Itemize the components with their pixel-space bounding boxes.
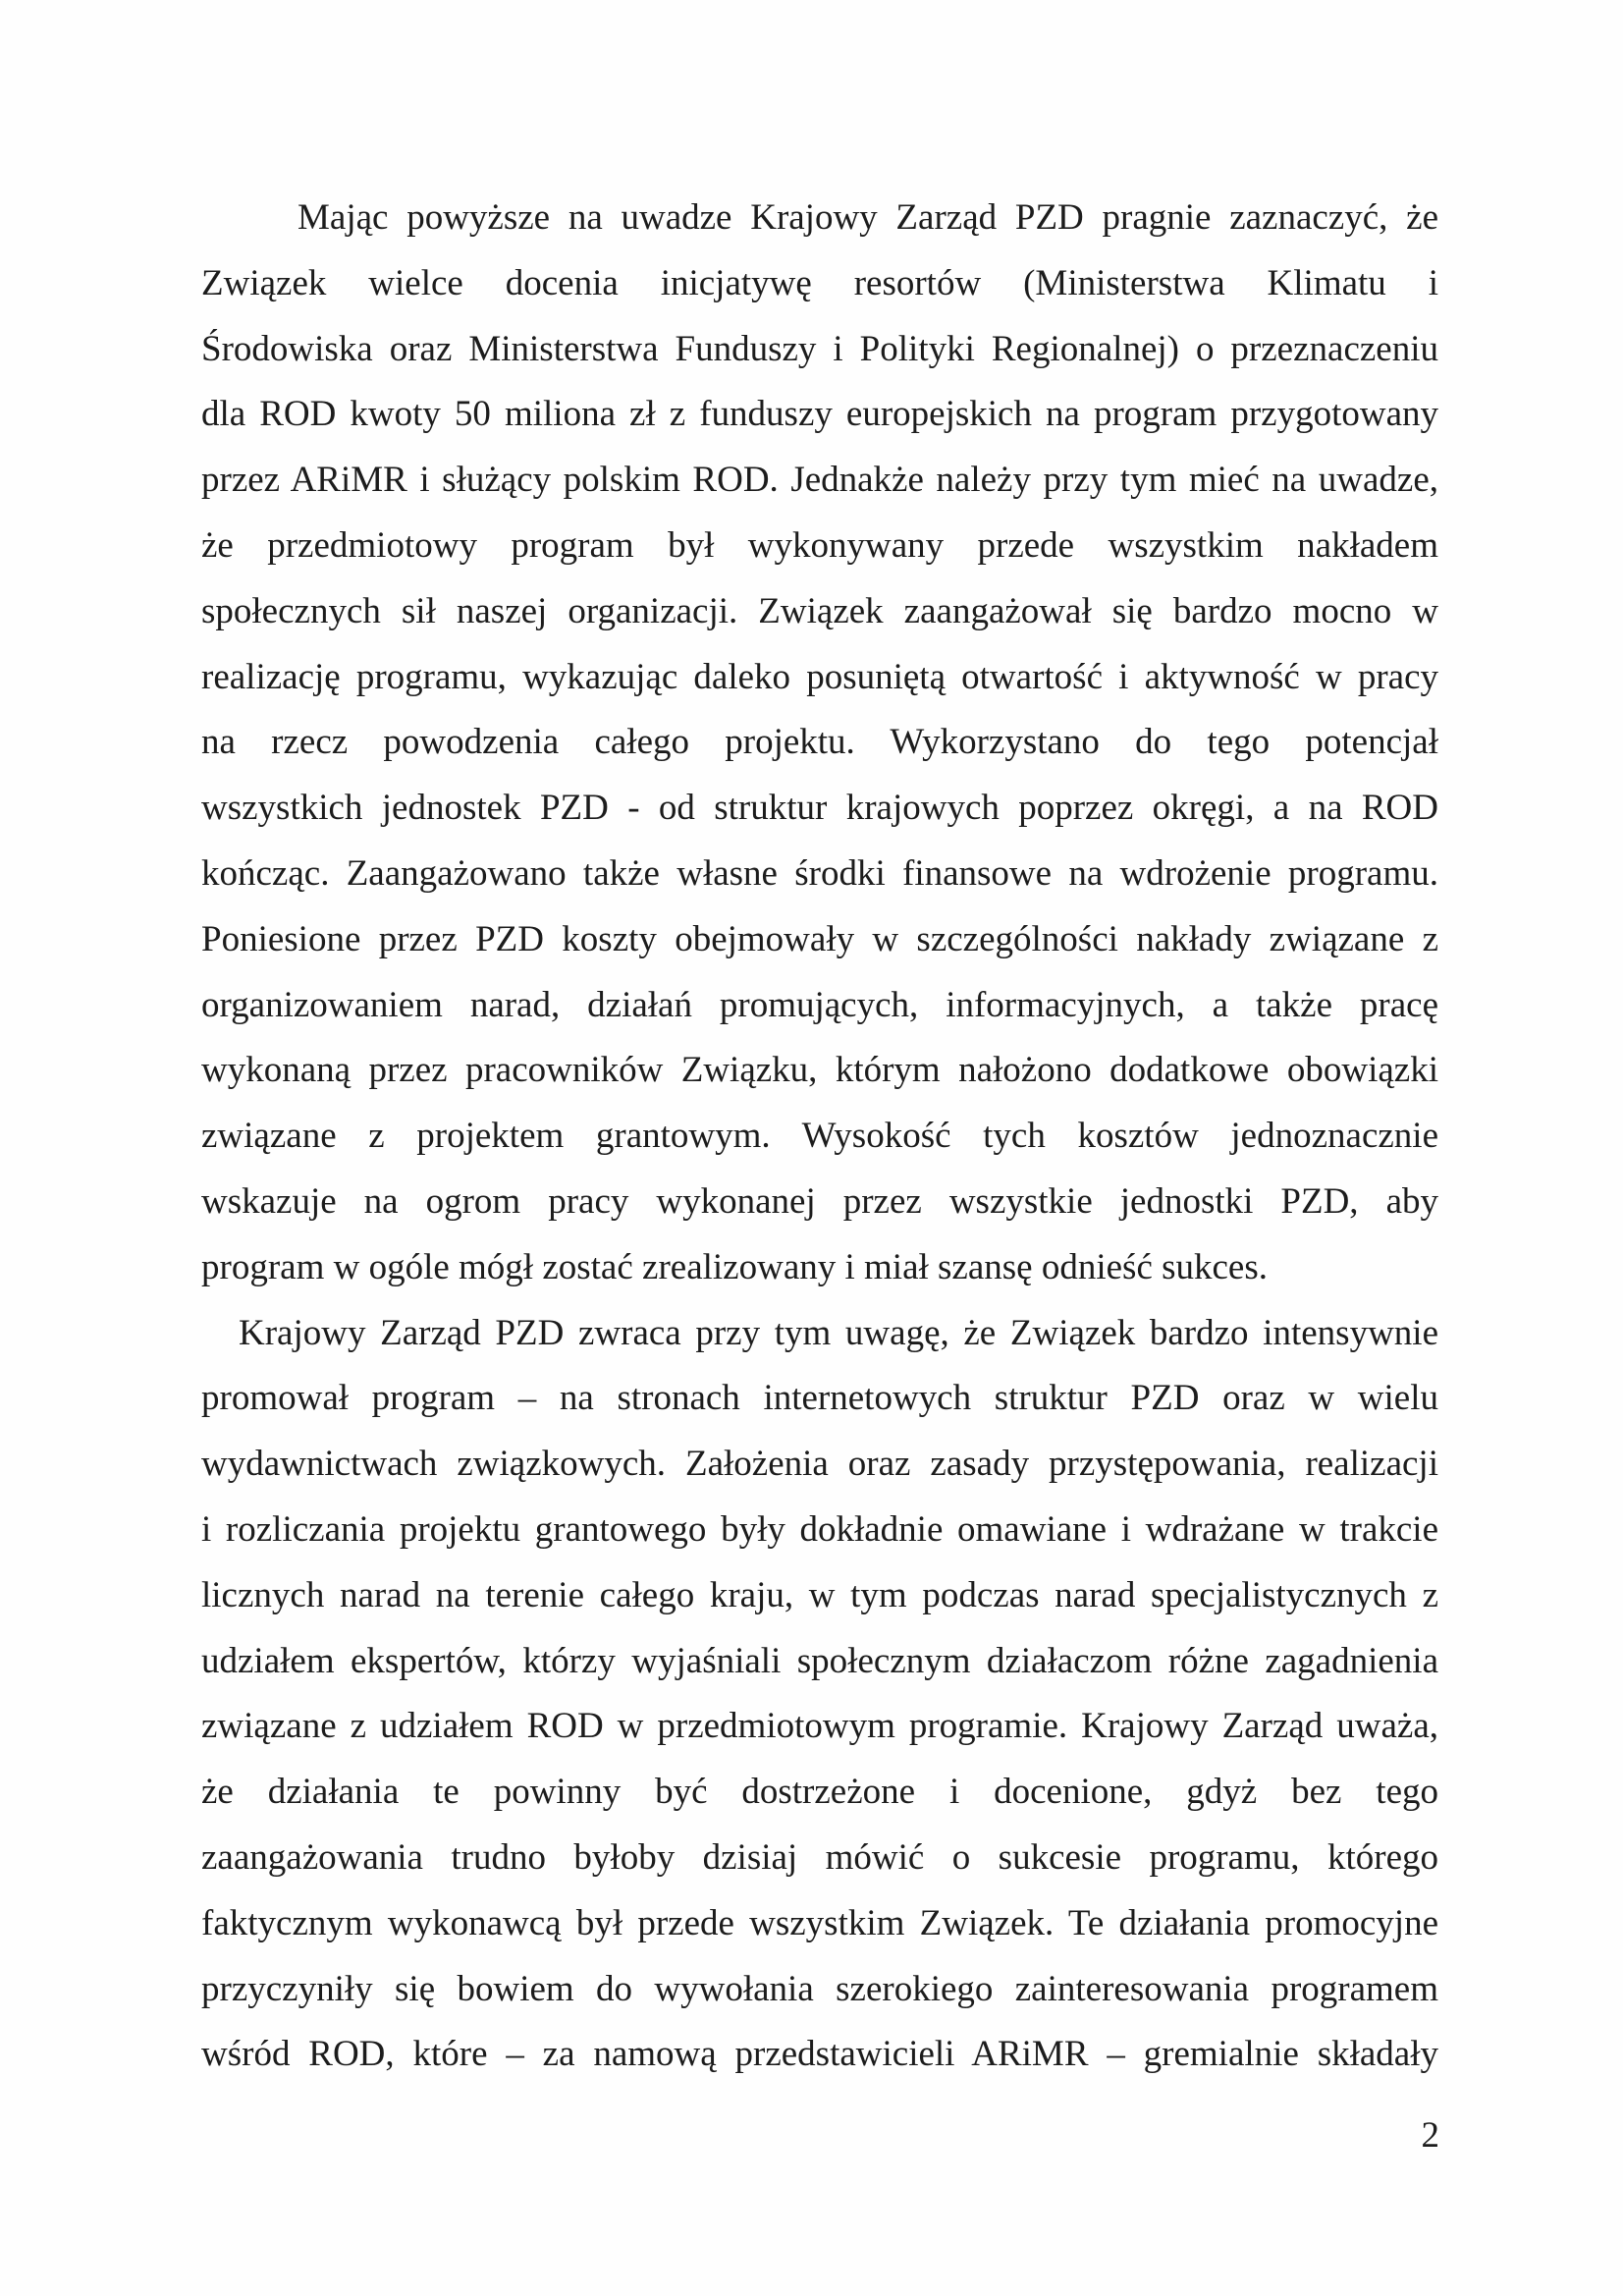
text-line: przez ARiMR i służący polskim ROD. Jednakże należy przy tym mieć na uwadze, [201,460,1438,501]
text-line: program w ogóle mógł zostać zrealizowany i miał szansę odnieść sukces. [201,1246,1269,1287]
text-line: związane z udziałem ROD w przedmiotowym programie. Krajowy Zarząd uważa, [201,1706,1438,1747]
text-line: i rozliczania projektu grantowego były dokładnie omawiane i wdrażane w trakcie [201,1508,1438,1550]
text-line: że działania te powinny być dostrzeżone i docenione, gdyż bez tego [201,1772,1438,1813]
text-line: przyczyniły się bowiem do wywołania szerokiego zainteresowania programem [201,1968,1438,2009]
text-line: Związek wielce docenia inicjatywę resortów (Ministerstwa Klimatu i [201,262,1438,303]
text-line: na rzecz powodzenia całego projektu. Wykorzystano do tego potencjał [201,722,1438,763]
text-line: Poniesione przez PZD koszty obejmowały w szczególności nakłady związane z [201,918,1438,959]
text-line: wydawnictwach związkowych. Założenia oraz zasady przystępowania, realizacji [201,1444,1438,1485]
text-line: społecznych sił naszej organizacji. Związek zaangażował się bardzo mocno w [201,590,1438,631]
text-line: promował program – na stronach internetowych struktur PZD oraz w wielu [201,1378,1438,1419]
text-line: Mając powyższe na uwadze Krajowy Zarząd PZD pragnie zaznaczyć, że [298,197,1438,238]
page-number: 2 [1421,2115,1439,2156]
text-line: kończąc. Zaangażowano także własne środki finansowe na wdrożenie programu. [201,852,1438,894]
text-line: Krajowy Zarząd PZD zwraca przy tym uwagę, że Związek bardzo intensywnie [239,1312,1438,1353]
text-line: dla ROD kwoty 50 miliona zł z funduszy europejskich na program przygotowany [201,394,1438,435]
text-line: licznych narad na terenie całego kraju, w tym podczas narad specjalistycznych z [201,1574,1438,1615]
paragraph-2 [201,1301,1438,2089]
text-line: wykonaną przez pracowników Związku, którym nałożono dodatkowe obowiązki [201,1050,1438,1091]
text-line: udziałem ekspertów, którzy wyjaśniali społecznym działaczom różne zagadnienia [201,1640,1438,1681]
text-line: związane z projektem grantowym. Wysokość tych kosztów jednoznacznie [201,1116,1438,1157]
body-text [201,186,1438,2088]
text-line: wskazuje na ogrom pracy wykonanej przez wszystkie jednostki PZD, aby [201,1180,1438,1222]
text-line: realizację programu, wykazując daleko posuniętą otwartość i aktywność w pracy [201,656,1438,697]
text-line: wśród ROD, które – za namową przedstawicieli ARiMR – gremialnie składały [201,2034,1438,2075]
text-line: wszystkich jednostek PZD - od struktur krajowych poprzez okręgi, a na ROD [201,788,1438,829]
text-line: że przedmiotowy program był wykonywany przede wszystkim nakładem [201,524,1438,566]
text-line: organizowaniem narad, działań promujących, informacyjnych, a także pracę [201,984,1438,1025]
text-line: faktycznym wykonawcą był przede wszystkim Związek. Te działania promocyjne [201,1902,1438,1943]
text-line: Środowiska oraz Ministerstwa Funduszy i Polityki Regionalnej) o przeznaczeniu [201,328,1438,369]
paragraph-1 [201,186,1438,1301]
text-line: zaangażowania trudno byłoby dzisiaj mówić o sukcesie programu, którego [201,1836,1438,1878]
